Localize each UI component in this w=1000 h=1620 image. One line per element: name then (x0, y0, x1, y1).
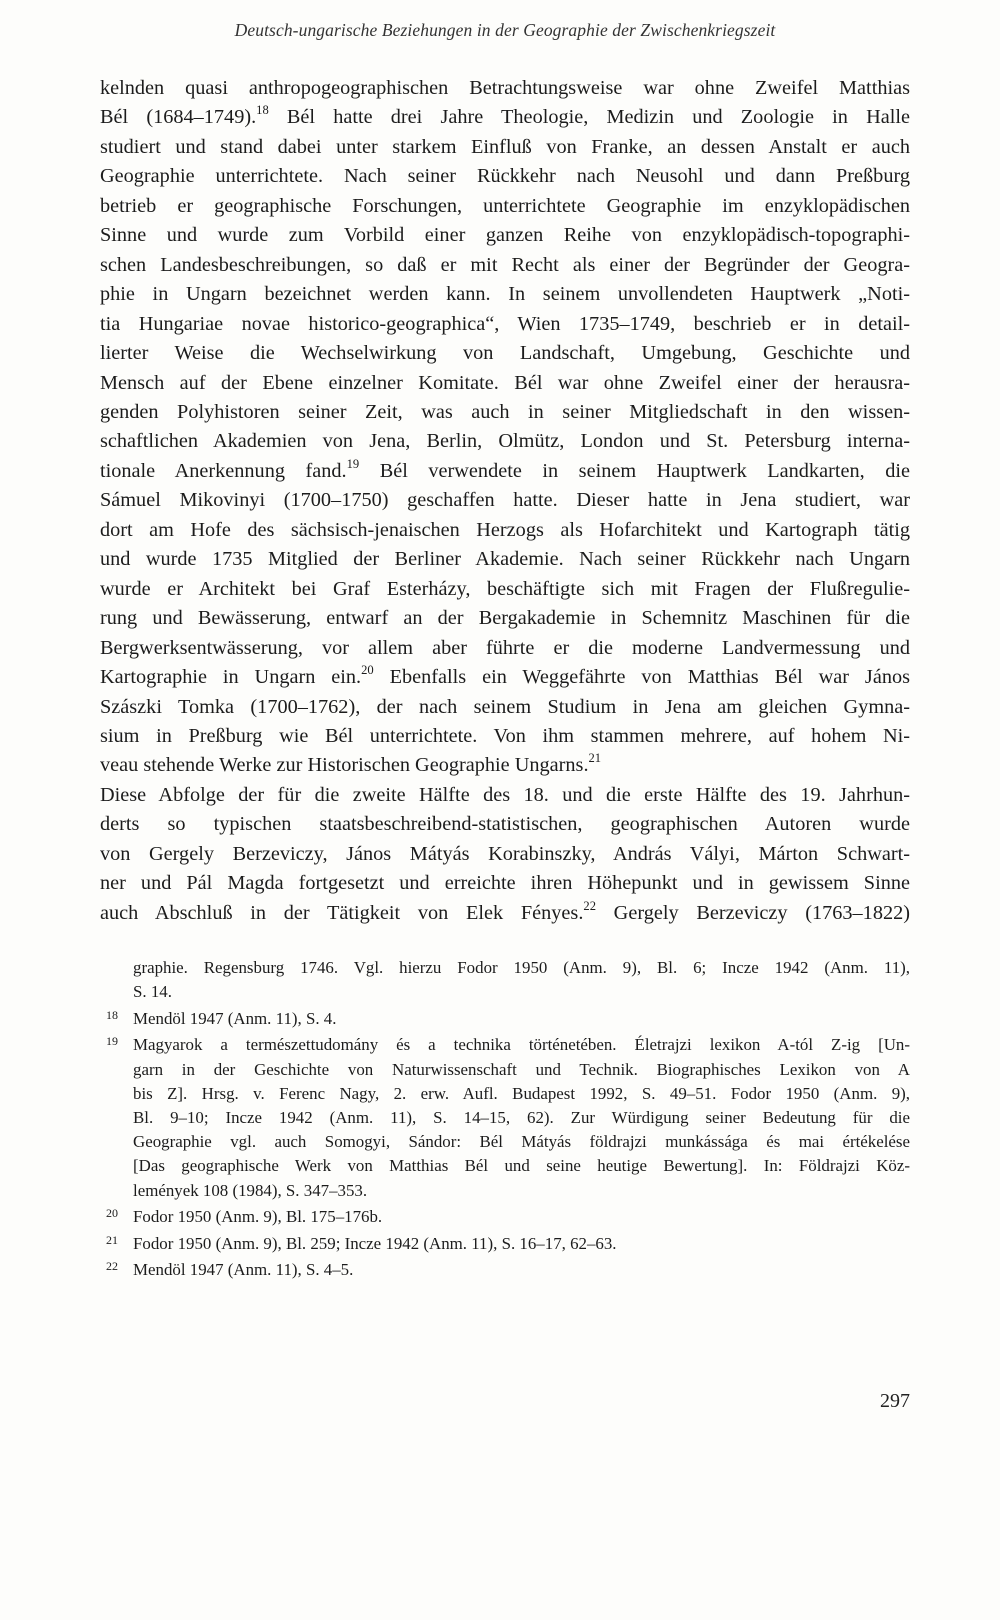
footnote-number: 19 (106, 1034, 118, 1049)
footnote-number: 18 (106, 1007, 118, 1022)
body-line: genden Polyhistoren seiner Zeit, was auch in seiner Mitgliedschaft in den wissen- (100, 400, 910, 423)
body-line: dort am Hofe des sächsisch-jenaischen Herzogs als Hofarchitekt und Kartograph tätig (100, 518, 910, 541)
footnotes (100, 956, 910, 1285)
body-line: veau stehende Werke zur Historischen Geographie Ungarns.$^{21}$ (100, 751, 602, 777)
body-line: Sinne und wurde zum Vorbild einer ganzen Reihe von enzyklopädisch-topographi- (100, 224, 910, 247)
body-line: studiert und stand dabei unter starkem Einfluß von Franke, an dessen Anstalt er auch (100, 135, 910, 158)
body-line: Bergwerksentwässerung, vor allem aber führte er die moderne Landvermessung und (100, 636, 910, 659)
body-text (100, 74, 910, 928)
page-number: 297 (880, 1390, 910, 1412)
footnote-ref-18[interactable]: 18 (256, 103, 269, 118)
footnote-ref-21[interactable]: 21 (588, 751, 602, 766)
body-line: sium in Preßburg wie Bél unterrichtete. Von ihm stammen mehrere, auf hohem Ni- (100, 724, 910, 747)
body-line: lierter Weise die Wechselwirkung von Landschaft, Umgebung, Geschichte und (100, 342, 910, 365)
body-line: betrieb er geographische Forschungen, unterrichtete Geographie im enzyklopädischen (100, 194, 910, 217)
body-line: schaftlichen Akademien von Jena, Berlin, Olmütz, London und St. Petersburg interna- (100, 430, 910, 453)
running-head: Deutsch-ungarische Beziehungen in der Geographie der Zwischenkriegszeit (234, 20, 776, 40)
body-line: derts so typischen staatsbeschreibend-statistischen, geographischen Autoren wurde (100, 813, 910, 836)
footnote-ref-19[interactable]: 19 (346, 456, 360, 471)
body-line: phie in Ungarn bezeichnet werden kann. In seinem unvollendeten Hauptwerk „Noti- (100, 283, 910, 306)
body-line: auch Abschluß in der Tätigkeit von Elek Fényes.$^{22}$ Gergely Berzeviczy (1763–1822) (100, 898, 910, 924)
footnote-21: 21 Fodor 1950 (Anm. 9), Bl. 259; Incze 1942 (Anm. 11), S. 16–17, 62–63. (100, 1232, 910, 1256)
footnote-number: 22 (106, 1259, 118, 1274)
footnote-ref-22[interactable]: 22 (583, 898, 596, 913)
footnote-continued: graphie. Regensburg 1746. Vgl. hierzu Fodor 1950 (Anm. 9), Bl. 6; Incze 1942 (Anm. 11), S. 14. (133, 958, 910, 1002)
footnote-22: 22 Mendöl 1947 (Anm. 11), S. 4–5. (100, 1258, 910, 1282)
footnote-19: 19 Magyarok a természettudomány és a technika történetében. Életrajzi lexikon A-tól Z-ig [Un- garn in der Geschichte von Naturwissenschaft und Technik. Biographisches Lexikon von A bis Z]. Hrsg. v. Ferenc Nagy, 2. erw. Aufl. Budapest 1992, S. 49–51. Fodor 1950 (Anm. 9), Bl. 9–10; Incze 1942 (Anm. 11), S. 14–15, 62). Zur Würdigung seiner Bedeutung für die Geographie vgl. auch Somogyi, Sándor: Bél Mátyás földrajzi munkássága és mai értékelése [Das geographische Werk von Matthias Bél und seine heutige Bewertung]. In: Földrajzi Köz- lemények 108 (1984), S. 347–353. (100, 1033, 910, 1202)
body-line: Mensch auf der Ebene einzelner Komitate. Bél war ohne Zweifel einer der herausra- (100, 371, 910, 394)
body-line: Kartographie in Ungarn ein.$^{20}$ Ebenfalls ein Weggefährte von Matthias Bél war János (100, 663, 911, 689)
body-line: von Gergely Berzeviczy, János Mátyás Korabinszky, András Vályi, Márton Schwart- (100, 842, 910, 865)
footnote-18: 18 Mendöl 1947 (Anm. 11), S. 4. (100, 1007, 910, 1031)
body-line: rung und Bewässerung, entwarf an der Bergakademie in Schemnitz Maschinen für die (100, 607, 910, 630)
footnote-20: 20 Fodor 1950 (Anm. 9), Bl. 175–176b. (100, 1205, 910, 1229)
body-line: wurde er Architekt bei Graf Esterházy, beschäftigte sich mit Fragen der Flußregulie- (100, 577, 910, 600)
body-line: Sámuel Mikovinyi (1700–1750) geschaffen hatte. Dieser hatte in Jena studiert, war (100, 489, 910, 512)
footnote-number: 21 (106, 1232, 118, 1247)
footnote-ref-20[interactable]: 20 (361, 663, 374, 678)
body-line: tionale Anerkennung fand.$^{19}$ Bél verwendete in seinem Hauptwerk Landkarten, die (100, 456, 910, 482)
body-line: tia Hungariae novae historico-geographica“, Wien 1735–1749, beschrieb er in detail- (100, 312, 910, 335)
body-line: schen Landesbeschreibungen, so daß er mit Recht als einer der Begründer der Geogra- (100, 253, 910, 276)
body-line: ner und Pál Magda fortgesetzt und erreichte ihren Höhepunkt und in gewissem Sinne (100, 872, 910, 895)
body-line: Diese Abfolge der für die zweite Hälfte des 18. und die erste Hälfte des 19. Jahrhun- (100, 783, 910, 806)
body-line: kelnden quasi anthropogeographischen Betrachtungsweise war ohne Zweifel Matthias (100, 77, 910, 99)
body-line: Bél (1684–1749).$^{18}$ Bél hatte drei Jahre Theologie, Medizin und Zoologie in Halle (100, 103, 911, 129)
body-line: und wurde 1735 Mitglied der Berliner Akademie. Nach seiner Rückkehr nach Ungarn (100, 548, 910, 571)
body-line: Szászki Tomka (1700–1762), der nach seinem Studium in Jena am gleichen Gymna- (100, 695, 910, 718)
body-line: Geographie unterrichtete. Nach seiner Rückkehr nach Neusohl und dann Preßburg (100, 165, 910, 188)
footnote-number: 20 (106, 1206, 118, 1221)
